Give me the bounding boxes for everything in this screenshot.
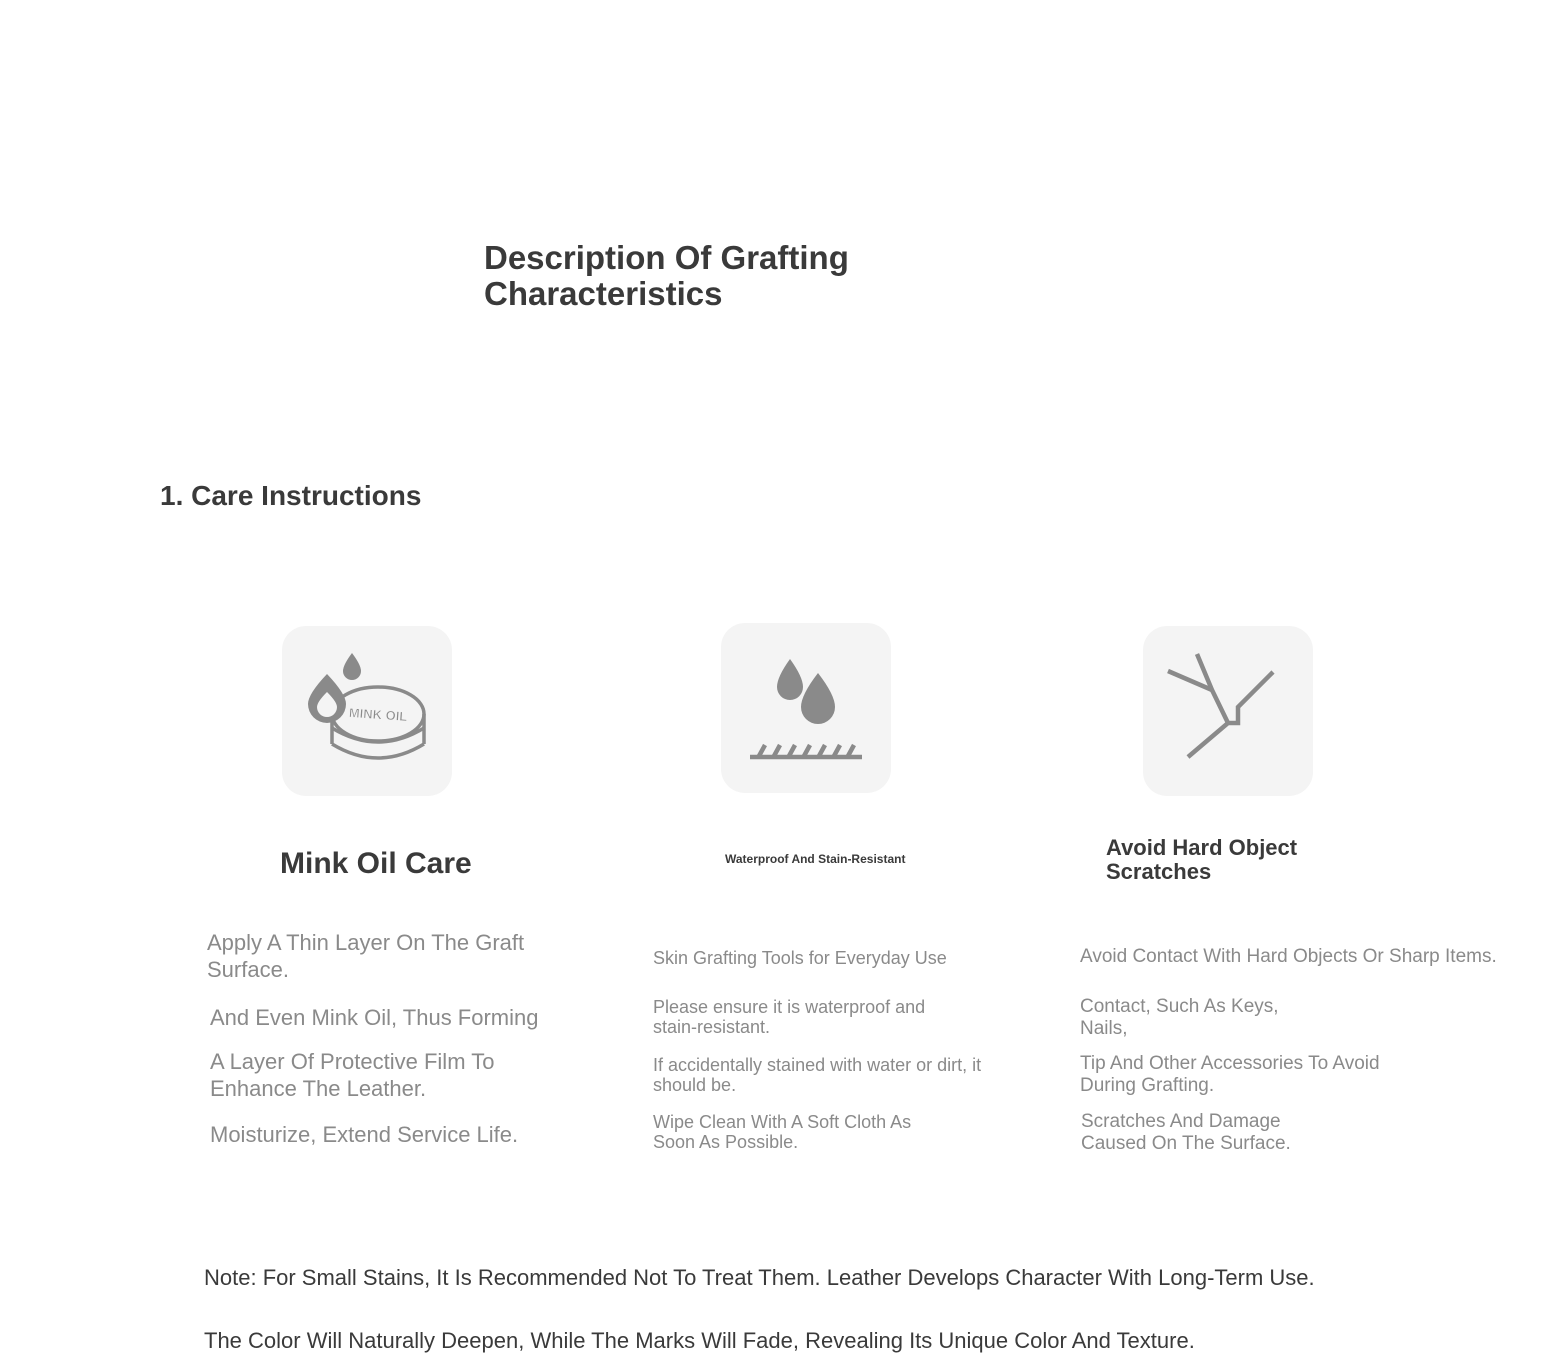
scratch-text-3 <box>1080 1053 1520 1097</box>
text-line: Nails, <box>1080 1018 1128 1039</box>
waterproof-text-4 <box>653 1112 1053 1152</box>
text-line: should be. <box>653 1075 737 1095</box>
card-title-avoid-scratches-line-2: Scratches <box>1106 859 1212 884</box>
text-line: Contact, Such As Keys, <box>1080 996 1279 1017</box>
mink-oil-text-2 <box>210 1004 610 1031</box>
text-line: Moisturize, Extend Service Life. <box>210 1122 519 1147</box>
text-line: Avoid Contact With Hard Objects Or Sharp Items. <box>1080 946 1497 967</box>
text-line: Please ensure it is waterproof and <box>653 997 926 1017</box>
mink-oil-text-4 <box>210 1121 610 1148</box>
text-line: During Grafting. <box>1080 1075 1215 1096</box>
note-line-1: Note: For Small Stains, It Is Recommended Not To Treat Them. Leather Develops Character With Long-Term Use. <box>204 1265 1315 1290</box>
waterproof-icon <box>721 623 891 793</box>
text-line: Soon As Possible. <box>653 1132 799 1152</box>
text-line: Surface. <box>207 957 289 982</box>
text-line: Enhance The Leather. <box>210 1076 427 1101</box>
text-line: Tip And Other Accessories To Avoid <box>1080 1053 1380 1074</box>
page-title-line-1: Description Of Grafting <box>484 239 849 276</box>
mink-oil-icon <box>282 626 452 796</box>
text-line: stain-resistant. <box>653 1017 771 1037</box>
text-line: And Even Mink Oil, Thus Forming <box>210 1005 539 1030</box>
scratch-text-2 <box>1080 996 1520 1040</box>
note-line-2: The Color Will Naturally Deepen, While The Marks Will Fade, Revealing Its Unique Color And Texture. <box>204 1328 1195 1353</box>
page-title <box>484 240 1084 312</box>
mink-oil-text-1 <box>207 929 607 983</box>
scratch-text-1 <box>1080 946 1560 968</box>
mink-oil-icon-label: MINK OIL <box>348 704 408 725</box>
card-title-avoid-scratches <box>1106 836 1366 884</box>
text-line: A Layer Of Protective Film To <box>210 1049 495 1074</box>
waterproof-text-2 <box>653 997 1053 1037</box>
waterproof-text-3 <box>653 1055 1053 1095</box>
card-title-avoid-scratches-line-1: Avoid Hard Object <box>1106 835 1298 860</box>
scratch-text-4 <box>1081 1111 1521 1155</box>
mink-oil-text-3 <box>210 1048 610 1102</box>
page-title-line-2: Characteristics <box>484 275 723 312</box>
text-line: Skin Grafting Tools for Everyday Use <box>653 948 947 968</box>
text-line: Apply A Thin Layer On The Graft <box>207 930 525 955</box>
text-line: Wipe Clean With A Soft Cloth As <box>653 1112 912 1132</box>
section-title: 1. Care Instructions <box>160 480 422 511</box>
card-title-mink-oil-care: Mink Oil Care <box>280 847 472 880</box>
card-title-waterproof: Waterproof And Stain-Resistant <box>725 852 906 866</box>
waterproof-text-1 <box>653 948 1053 968</box>
text-line: If accidentally stained with water or dirt, it <box>653 1055 982 1075</box>
scratch-icon <box>1143 626 1313 796</box>
text-line: Scratches And Damage <box>1081 1111 1281 1132</box>
text-line: Caused On The Surface. <box>1081 1133 1291 1154</box>
